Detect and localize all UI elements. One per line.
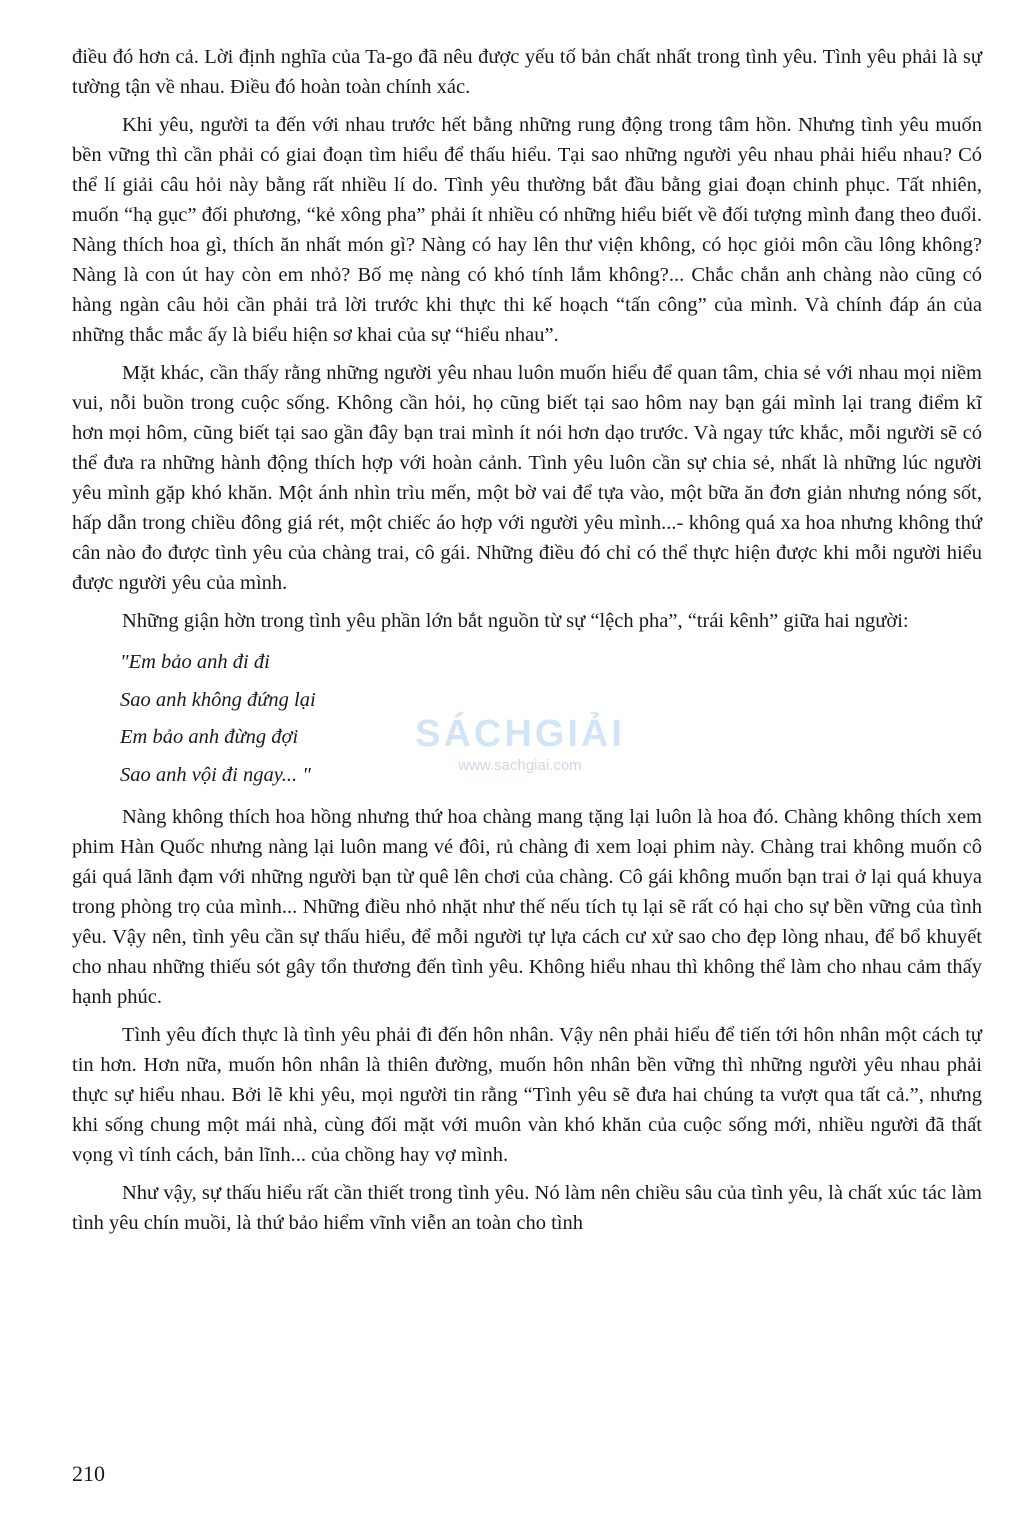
- paragraph-2: Khi yêu, người ta đến với nhau trước hết bằng những rung động trong tâm hồn. Nhưng tình yêu muốn bền vững thì cần phải có giai đoạn tìm hiểu để thấu hiểu. Tại sao những người yêu nhau phải hiểu nhau? Có thể lí giải câu hỏi này bằng rất nhiều lí do. Tình yêu thường bắt đầu bằng giai đoạn chinh phục. Tất nhiên, muốn “hạ gục” đối phương, “kẻ xông pha” phải ít nhiều có những hiểu biết về đối tượng mình đang theo đuổi. Nàng thích hoa gì, thích ăn nhất món gì? Nàng có hay lên thư viện không, có học giỏi môn cầu lông không? Nàng là con út hay còn em nhỏ? Bố mẹ nàng có khó tính lắm không?... Chắc chắn anh chàng nào cũng có hàng ngàn câu hỏi cần phải trả lời trước khi thực thi kế hoạch “tấn công” của mình. Và chính đáp án của những thắc mắc ấy là biểu hiện sơ khai của sự “hiểu nhau”.: [72, 114, 982, 346]
- poem-line: Sao anh vội đi ngay... ": [120, 763, 311, 786]
- paragraph-7: Như vậy, sự thấu hiểu rất cần thiết trong tình yêu. Nó làm nên chiều sâu của tình yêu, là chất xúc tác làm tình yêu chín muồi, là thứ bảo hiểm vĩnh viễn an toàn cho tình: [72, 1182, 982, 1234]
- watermark-url: www.sachgiai.com: [458, 757, 582, 774]
- page-body: [72, 42, 982, 1246]
- poem-line: Em bảo anh đừng đợi: [120, 726, 299, 748]
- paragraph-4: Những giận hờn trong tình yêu phần lớn bắt nguồn từ sự “lệch pha”, “trái kênh” giữa hai người:: [122, 610, 909, 632]
- page-number: 210: [72, 1461, 105, 1486]
- paragraph-5: Nàng không thích hoa hồng nhưng thứ hoa chàng mang tặng lại luôn là hoa đó. Chàng không thích xem phim Hàn Quốc nhưng nàng lại luôn mang vé đôi, rủ chàng đi xem loại phim này. Chàng trai không muốn cô gái quá lãnh đạm với những người bạn từ quê lên chơi của chàng. Cô gái không muốn bạn trai ở lại quá khuya trong phòng trọ của mình... Những điều nhỏ nhặt như thế nếu tích tụ lại sẽ rất có hại cho sự bền vững của tình yêu. Vậy nên, tình yêu cần sự thấu hiểu, để mỗi người tự lựa cách cư xử sao cho đẹp lòng nhau, để bổ khuyết cho nhau những thiếu sót gây tổn thương đến tình yêu. Không hiểu nhau thì không thể làm cho nhau cảm thấy hạnh phúc.: [72, 806, 982, 1008]
- paragraph-1: điều đó hơn cả. Lời định nghĩa của Ta-go đã nêu được yếu tố bản chất nhất trong tình yêu. Tình yêu phải là sự tường tận về nhau. Điều đó hoàn toàn chính xác.: [72, 46, 982, 98]
- paragraph-6: Tình yêu đích thực là tình yêu phải đi đến hôn nhân. Vậy nên phải hiểu để tiến tới hôn nhân một cách tự tin hơn. Hơn nữa, muốn hôn nhân là thiên đường, muốn hôn nhân bền vững thì những người yêu nhau phải thực sự hiểu nhau. Bởi lẽ khi yêu, mọi người tin rằng “Tình yêu sẽ đưa hai chúng ta vượt qua tất cả.”, nhưng khi sống chung một mái nhà, cùng đối mặt với muôn vàn khó khăn của cuộc sống mới, nhiều người đã thất vọng vì tính cách, bản lĩnh... của chồng hay vợ mình.: [72, 1024, 982, 1166]
- watermark-logo: SÁCHGIẢI: [415, 713, 625, 755]
- poem-line: "Em bảo anh đi đi: [120, 651, 270, 673]
- poem-line: Sao anh không đứng lại: [120, 688, 316, 711]
- paragraph-3: Mặt khác, cần thấy rằng những người yêu nhau luôn muốn hiểu để quan tâm, chia sẻ với nhau mọi niềm vui, nỗi buồn trong cuộc sống. Không cần hỏi, họ cũng biết tại sao hôm nay bạn gái mình lại trang điểm kĩ hơn mọi hôm, cũng biết tại sao gần đây bạn trai mình ít nói hơn dạo trước. Và ngay tức khắc, mỗi người sẽ có thể đưa ra những hành động thích hợp với hoàn cảnh. Tình yêu luôn cần sự chia sẻ, nhất là những lúc người yêu mình gặp khó khăn. Một ánh nhìn trìu mến, một bờ vai để tựa vào, một bữa ăn đơn giản nhưng nóng sốt, hấp dẫn trong chiều đông giá rét, một chiếc áo hợp với người yêu mình...- không quá xa hoa nhưng không thứ cân nào đo được tình yêu của chàng trai, cô gái. Những điều đó chỉ có thể thực hiện được khi mỗi người hiểu được người yêu của mình.: [72, 362, 982, 594]
- poem: [72, 644, 982, 794]
